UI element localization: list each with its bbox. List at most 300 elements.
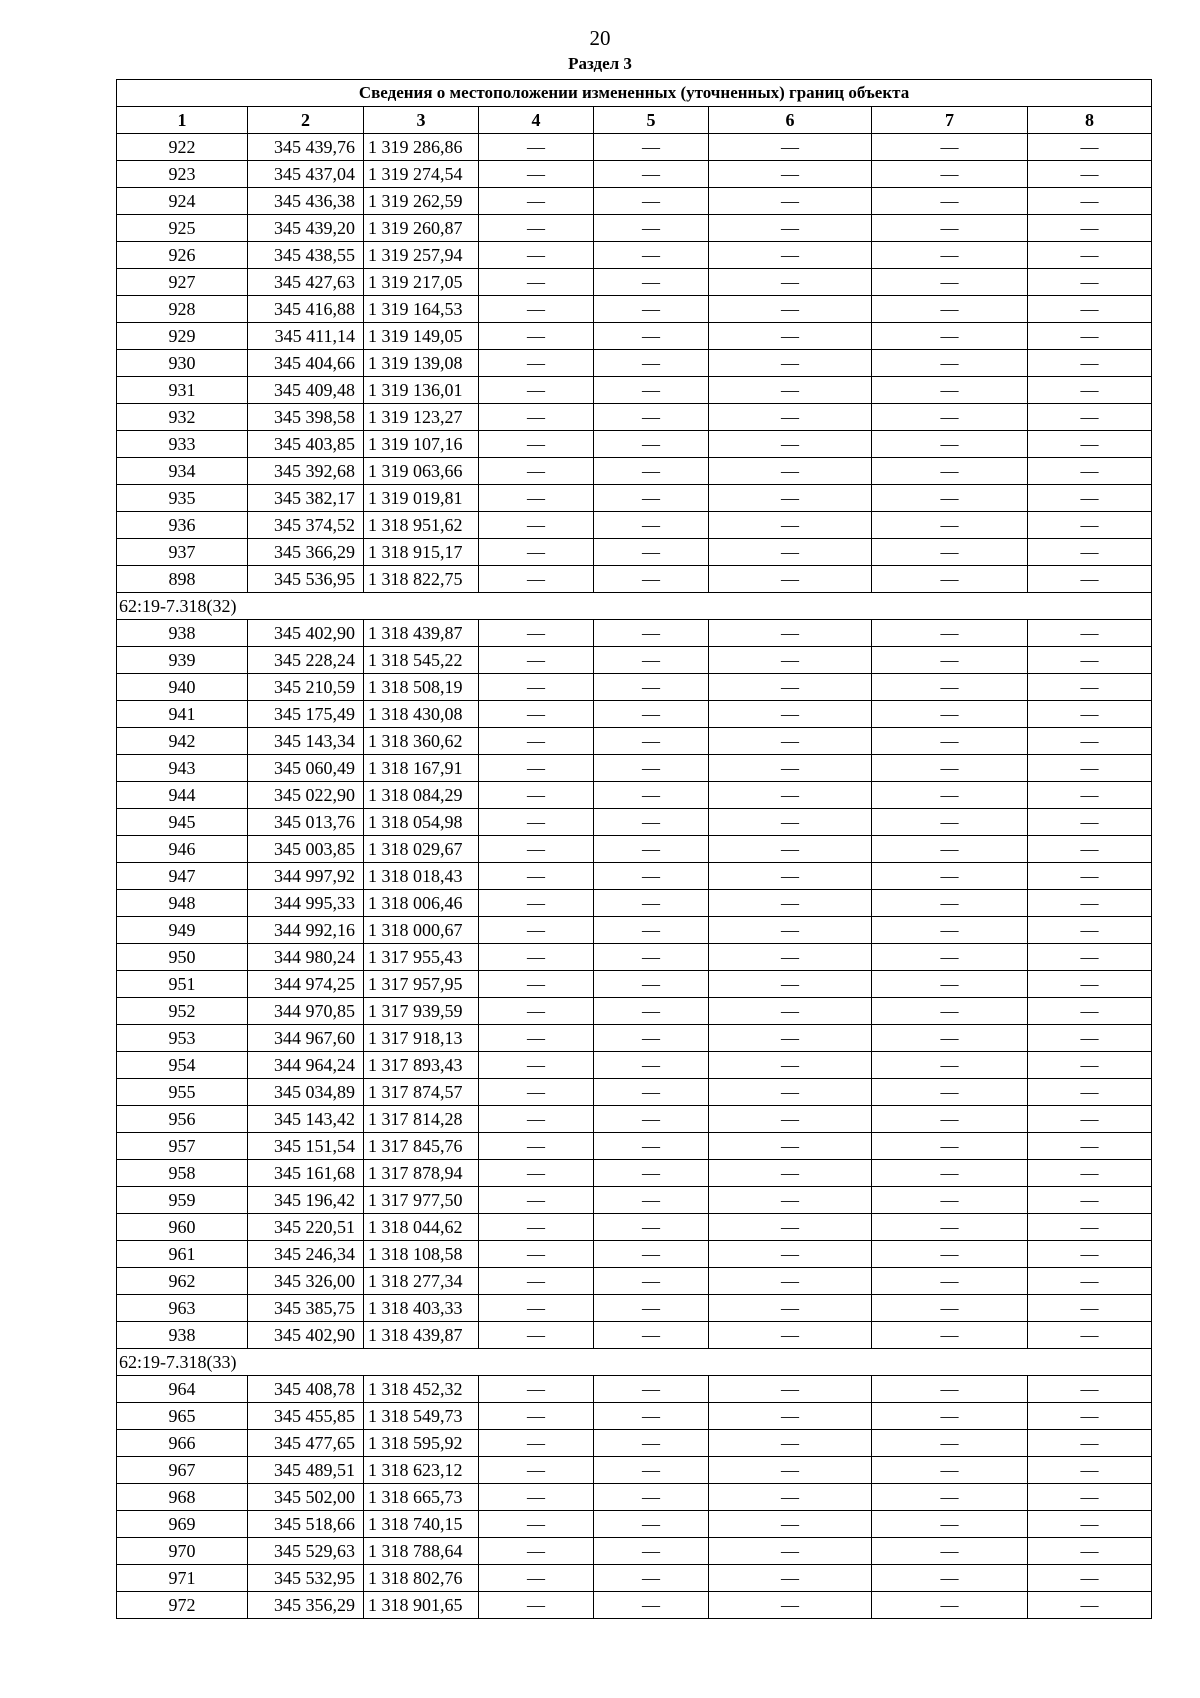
empty-value-cell: — — [594, 539, 709, 566]
empty-value-cell: — — [1028, 377, 1152, 404]
point-number-cell: 929 — [117, 323, 248, 350]
empty-value-cell: — — [1028, 782, 1152, 809]
table-row — [117, 1106, 1152, 1133]
coordinate-y-cell: 1 319 286,86 — [364, 134, 479, 161]
empty-value-cell: — — [709, 161, 872, 188]
coordinate-x-cell: 345 013,76 — [248, 809, 364, 836]
empty-value-cell: — — [1028, 161, 1152, 188]
empty-value-cell: — — [709, 1322, 872, 1349]
empty-value-cell: — — [594, 1484, 709, 1511]
empty-value-cell: — — [594, 728, 709, 755]
coordinate-x-cell: 345 196,42 — [248, 1187, 364, 1214]
empty-value-cell: — — [872, 1241, 1028, 1268]
empty-value-cell: — — [1028, 701, 1152, 728]
table-row — [117, 1187, 1152, 1214]
point-number-cell: 935 — [117, 485, 248, 512]
empty-value-cell: — — [872, 1403, 1028, 1430]
empty-value-cell: — — [872, 755, 1028, 782]
empty-value-cell: — — [1028, 647, 1152, 674]
empty-value-cell: — — [709, 863, 872, 890]
coordinate-x-cell: 345 502,00 — [248, 1484, 364, 1511]
empty-value-cell: — — [479, 701, 594, 728]
empty-value-cell: — — [594, 1106, 709, 1133]
empty-value-cell: — — [872, 1295, 1028, 1322]
coordinate-x-cell: 345 403,85 — [248, 431, 364, 458]
coordinate-y-cell: 1 317 918,13 — [364, 1025, 479, 1052]
coordinate-y-cell: 1 318 901,65 — [364, 1592, 479, 1619]
empty-value-cell: — — [872, 161, 1028, 188]
coordinate-y-cell: 1 318 006,46 — [364, 890, 479, 917]
empty-value-cell: — — [872, 836, 1028, 863]
empty-value-cell: — — [872, 269, 1028, 296]
empty-value-cell: — — [709, 296, 872, 323]
empty-value-cell: — — [1028, 1403, 1152, 1430]
empty-value-cell: — — [709, 998, 872, 1025]
empty-value-cell: — — [594, 1079, 709, 1106]
empty-value-cell: — — [594, 242, 709, 269]
coordinate-x-cell: 345 143,42 — [248, 1106, 364, 1133]
empty-value-cell: — — [872, 1511, 1028, 1538]
point-number-cell: 926 — [117, 242, 248, 269]
empty-value-cell: — — [594, 1511, 709, 1538]
coordinate-x-cell: 344 967,60 — [248, 1025, 364, 1052]
empty-value-cell: — — [709, 1295, 872, 1322]
empty-value-cell: — — [594, 1025, 709, 1052]
empty-value-cell: — — [709, 1025, 872, 1052]
empty-value-cell: — — [709, 755, 872, 782]
empty-value-cell: — — [709, 944, 872, 971]
empty-value-cell: — — [872, 539, 1028, 566]
coordinate-y-cell: 1 318 549,73 — [364, 1403, 479, 1430]
table-row — [117, 458, 1152, 485]
empty-value-cell: — — [872, 1565, 1028, 1592]
empty-value-cell: — — [479, 1565, 594, 1592]
empty-value-cell: — — [594, 701, 709, 728]
table-row — [117, 1565, 1152, 1592]
empty-value-cell: — — [479, 755, 594, 782]
empty-value-cell: — — [479, 404, 594, 431]
empty-value-cell: — — [479, 1268, 594, 1295]
empty-value-cell: — — [709, 1133, 872, 1160]
empty-value-cell: — — [594, 755, 709, 782]
coordinate-x-cell: 345 143,34 — [248, 728, 364, 755]
coordinate-x-cell: 345 161,68 — [248, 1160, 364, 1187]
coordinate-x-cell: 345 034,89 — [248, 1079, 364, 1106]
empty-value-cell: — — [872, 242, 1028, 269]
cadastral-group-label: 62:19-7.318(32) — [117, 593, 1152, 620]
coordinate-x-cell: 345 489,51 — [248, 1457, 364, 1484]
empty-value-cell: — — [594, 647, 709, 674]
coordinate-x-cell: 345 416,88 — [248, 296, 364, 323]
point-number-cell: 948 — [117, 890, 248, 917]
coordinate-x-cell: 345 411,14 — [248, 323, 364, 350]
empty-value-cell: — — [594, 998, 709, 1025]
empty-value-cell: — — [709, 1376, 872, 1403]
empty-value-cell: — — [594, 1430, 709, 1457]
empty-value-cell: — — [872, 1430, 1028, 1457]
empty-value-cell: — — [594, 1241, 709, 1268]
table-row — [117, 755, 1152, 782]
empty-value-cell: — — [1028, 458, 1152, 485]
empty-value-cell: — — [872, 431, 1028, 458]
empty-value-cell: — — [594, 1160, 709, 1187]
point-number-cell: 898 — [117, 566, 248, 593]
table-body — [117, 134, 1152, 1619]
point-number-cell: 942 — [117, 728, 248, 755]
empty-value-cell: — — [479, 728, 594, 755]
empty-value-cell: — — [709, 215, 872, 242]
empty-value-cell: — — [872, 1079, 1028, 1106]
empty-value-cell: — — [1028, 404, 1152, 431]
coordinate-x-cell: 345 220,51 — [248, 1214, 364, 1241]
empty-value-cell: — — [1028, 1322, 1152, 1349]
table-row — [117, 1295, 1152, 1322]
point-number-cell: 964 — [117, 1376, 248, 1403]
table-row — [117, 566, 1152, 593]
coordinate-x-cell: 345 326,00 — [248, 1268, 364, 1295]
coordinate-y-cell: 1 317 878,94 — [364, 1160, 479, 1187]
coordinate-y-cell: 1 319 274,54 — [364, 161, 479, 188]
coordinate-x-cell: 345 175,49 — [248, 701, 364, 728]
empty-value-cell: — — [479, 1430, 594, 1457]
empty-value-cell: — — [872, 890, 1028, 917]
group-header-row — [117, 1349, 1152, 1376]
empty-value-cell: — — [479, 485, 594, 512]
empty-value-cell: — — [709, 1430, 872, 1457]
point-number-cell: 972 — [117, 1592, 248, 1619]
empty-value-cell: — — [1028, 431, 1152, 458]
point-number-cell: 932 — [117, 404, 248, 431]
table-row — [117, 1322, 1152, 1349]
coordinate-y-cell: 1 318 951,62 — [364, 512, 479, 539]
coordinate-x-cell: 345 436,38 — [248, 188, 364, 215]
table-row — [117, 242, 1152, 269]
coordinate-x-cell: 345 022,90 — [248, 782, 364, 809]
empty-value-cell: — — [594, 1403, 709, 1430]
empty-value-cell: — — [1028, 323, 1152, 350]
coordinate-y-cell: 1 318 439,87 — [364, 1322, 479, 1349]
coordinate-x-cell: 345 374,52 — [248, 512, 364, 539]
empty-value-cell: — — [1028, 836, 1152, 863]
empty-value-cell: — — [709, 188, 872, 215]
coordinate-y-cell: 1 317 845,76 — [364, 1133, 479, 1160]
empty-value-cell: — — [479, 188, 594, 215]
empty-value-cell: — — [1028, 620, 1152, 647]
empty-value-cell: — — [594, 917, 709, 944]
coordinate-y-cell: 1 318 623,12 — [364, 1457, 479, 1484]
column-number: 3 — [364, 107, 479, 134]
point-number-cell: 939 — [117, 647, 248, 674]
empty-value-cell: — — [1028, 134, 1152, 161]
empty-value-cell: — — [709, 728, 872, 755]
table-row — [117, 1160, 1152, 1187]
empty-value-cell: — — [709, 1214, 872, 1241]
point-number-cell: 941 — [117, 701, 248, 728]
empty-value-cell: — — [872, 350, 1028, 377]
coordinate-y-cell: 1 318 802,76 — [364, 1565, 479, 1592]
empty-value-cell: — — [872, 1538, 1028, 1565]
point-number-cell: 954 — [117, 1052, 248, 1079]
coordinate-y-cell: 1 319 063,66 — [364, 458, 479, 485]
empty-value-cell: — — [709, 1457, 872, 1484]
empty-value-cell: — — [872, 809, 1028, 836]
coordinate-x-cell: 345 427,63 — [248, 269, 364, 296]
empty-value-cell: — — [872, 1052, 1028, 1079]
empty-value-cell: — — [594, 674, 709, 701]
empty-value-cell: — — [479, 215, 594, 242]
empty-value-cell: — — [872, 1214, 1028, 1241]
empty-value-cell: — — [1028, 1538, 1152, 1565]
empty-value-cell: — — [709, 269, 872, 296]
empty-value-cell: — — [872, 863, 1028, 890]
coordinate-x-cell: 345 246,34 — [248, 1241, 364, 1268]
empty-value-cell: — — [1028, 1268, 1152, 1295]
empty-value-cell: — — [872, 1592, 1028, 1619]
coordinate-x-cell: 345 437,04 — [248, 161, 364, 188]
empty-value-cell: — — [872, 296, 1028, 323]
empty-value-cell: — — [594, 1268, 709, 1295]
empty-value-cell: — — [1028, 755, 1152, 782]
coordinate-y-cell: 1 318 084,29 — [364, 782, 479, 809]
empty-value-cell: — — [479, 620, 594, 647]
coordinate-y-cell: 1 319 262,59 — [364, 188, 479, 215]
point-number-cell: 961 — [117, 1241, 248, 1268]
empty-value-cell: — — [1028, 971, 1152, 998]
table-row — [117, 1403, 1152, 1430]
empty-value-cell: — — [872, 566, 1028, 593]
coordinate-x-cell: 344 992,16 — [248, 917, 364, 944]
empty-value-cell: — — [709, 431, 872, 458]
empty-value-cell: — — [872, 1160, 1028, 1187]
empty-value-cell: — — [479, 1052, 594, 1079]
empty-value-cell: — — [709, 701, 872, 728]
coordinate-y-cell: 1 318 595,92 — [364, 1430, 479, 1457]
empty-value-cell: — — [1028, 1295, 1152, 1322]
empty-value-cell: — — [594, 458, 709, 485]
empty-value-cell: — — [479, 539, 594, 566]
coordinate-y-cell: 1 319 107,16 — [364, 431, 479, 458]
empty-value-cell: — — [594, 485, 709, 512]
point-number-cell: 936 — [117, 512, 248, 539]
table-row — [117, 539, 1152, 566]
point-number-cell: 958 — [117, 1160, 248, 1187]
point-number-cell: 934 — [117, 458, 248, 485]
empty-value-cell: — — [479, 998, 594, 1025]
empty-value-cell: — — [479, 1079, 594, 1106]
coordinate-x-cell: 345 518,66 — [248, 1511, 364, 1538]
point-number-cell: 953 — [117, 1025, 248, 1052]
coordinate-x-cell: 345 003,85 — [248, 836, 364, 863]
empty-value-cell: — — [479, 431, 594, 458]
point-number-cell: 925 — [117, 215, 248, 242]
empty-value-cell: — — [709, 620, 872, 647]
table-row — [117, 917, 1152, 944]
table-row — [117, 377, 1152, 404]
table-row — [117, 404, 1152, 431]
empty-value-cell: — — [479, 1376, 594, 1403]
empty-value-cell: — — [479, 1241, 594, 1268]
empty-value-cell: — — [872, 620, 1028, 647]
empty-value-cell: — — [709, 1538, 872, 1565]
table-caption: Сведения о местоположении измененных (уточненных) границ объекта — [117, 80, 1152, 107]
point-number-cell: 956 — [117, 1106, 248, 1133]
column-number: 4 — [479, 107, 594, 134]
empty-value-cell: — — [479, 296, 594, 323]
point-number-cell: 959 — [117, 1187, 248, 1214]
empty-value-cell: — — [709, 1511, 872, 1538]
table-row — [117, 1268, 1152, 1295]
empty-value-cell: — — [479, 1457, 594, 1484]
table-row — [117, 1133, 1152, 1160]
empty-value-cell: — — [1028, 998, 1152, 1025]
coordinate-x-cell: 345 356,29 — [248, 1592, 364, 1619]
empty-value-cell: — — [1028, 1484, 1152, 1511]
empty-value-cell: — — [479, 647, 594, 674]
point-number-cell: 922 — [117, 134, 248, 161]
column-number: 5 — [594, 107, 709, 134]
empty-value-cell: — — [479, 1538, 594, 1565]
empty-value-cell: — — [594, 431, 709, 458]
point-number-cell: 933 — [117, 431, 248, 458]
empty-value-cell: — — [709, 971, 872, 998]
empty-value-cell: — — [479, 971, 594, 998]
table-row — [117, 296, 1152, 323]
empty-value-cell: — — [709, 1187, 872, 1214]
point-number-cell: 938 — [117, 1322, 248, 1349]
empty-value-cell: — — [872, 1457, 1028, 1484]
empty-value-cell: — — [1028, 512, 1152, 539]
coordinate-x-cell: 345 382,17 — [248, 485, 364, 512]
point-number-cell: 946 — [117, 836, 248, 863]
table-row — [117, 1376, 1152, 1403]
coordinate-y-cell: 1 317 977,50 — [364, 1187, 479, 1214]
table-row — [117, 620, 1152, 647]
column-number: 6 — [709, 107, 872, 134]
point-number-cell: 943 — [117, 755, 248, 782]
point-number-cell: 924 — [117, 188, 248, 215]
coordinate-x-cell: 345 398,58 — [248, 404, 364, 431]
empty-value-cell: — — [709, 134, 872, 161]
empty-value-cell: — — [709, 404, 872, 431]
empty-value-cell: — — [594, 782, 709, 809]
coordinate-x-cell: 345 532,95 — [248, 1565, 364, 1592]
column-number: 1 — [117, 107, 248, 134]
point-number-cell: 960 — [117, 1214, 248, 1241]
point-number-cell: 963 — [117, 1295, 248, 1322]
empty-value-cell: — — [872, 701, 1028, 728]
point-number-cell: 923 — [117, 161, 248, 188]
column-number: 7 — [872, 107, 1028, 134]
empty-value-cell: — — [1028, 1025, 1152, 1052]
coordinate-x-cell: 345 392,68 — [248, 458, 364, 485]
empty-value-cell: — — [594, 188, 709, 215]
empty-value-cell: — — [1028, 1052, 1152, 1079]
coordinate-x-cell: 344 974,25 — [248, 971, 364, 998]
empty-value-cell: — — [872, 917, 1028, 944]
empty-value-cell: — — [594, 350, 709, 377]
empty-value-cell: — — [594, 971, 709, 998]
empty-value-cell: — — [479, 161, 594, 188]
coordinate-x-cell: 344 964,24 — [248, 1052, 364, 1079]
point-number-cell: 969 — [117, 1511, 248, 1538]
empty-value-cell: — — [594, 836, 709, 863]
empty-value-cell: — — [872, 1187, 1028, 1214]
empty-value-cell: — — [479, 1187, 594, 1214]
table-row — [117, 647, 1152, 674]
empty-value-cell: — — [709, 917, 872, 944]
empty-value-cell: — — [709, 1106, 872, 1133]
point-number-cell: 949 — [117, 917, 248, 944]
coordinate-y-cell: 1 319 260,87 — [364, 215, 479, 242]
empty-value-cell: — — [594, 863, 709, 890]
coordinate-x-cell: 345 228,24 — [248, 647, 364, 674]
table-row — [117, 161, 1152, 188]
empty-value-cell: — — [1028, 1187, 1152, 1214]
empty-value-cell: — — [594, 809, 709, 836]
column-number: 2 — [248, 107, 364, 134]
empty-value-cell: — — [479, 944, 594, 971]
empty-value-cell: — — [479, 134, 594, 161]
empty-value-cell: — — [709, 242, 872, 269]
coordinate-y-cell: 1 317 939,59 — [364, 998, 479, 1025]
table-row — [117, 269, 1152, 296]
empty-value-cell: — — [1028, 1160, 1152, 1187]
coordinate-y-cell: 1 318 665,73 — [364, 1484, 479, 1511]
table-row — [117, 1457, 1152, 1484]
empty-value-cell: — — [479, 1214, 594, 1241]
empty-value-cell: — — [479, 782, 594, 809]
empty-value-cell: — — [872, 323, 1028, 350]
point-number-cell: 947 — [117, 863, 248, 890]
coordinate-x-cell: 345 402,90 — [248, 620, 364, 647]
empty-value-cell: — — [872, 215, 1028, 242]
coordinate-x-cell: 345 385,75 — [248, 1295, 364, 1322]
point-number-cell: 962 — [117, 1268, 248, 1295]
coordinate-y-cell: 1 319 257,94 — [364, 242, 479, 269]
empty-value-cell: — — [479, 917, 594, 944]
coordinate-y-cell: 1 318 277,34 — [364, 1268, 479, 1295]
empty-value-cell: — — [709, 809, 872, 836]
empty-value-cell: — — [1028, 1214, 1152, 1241]
coordinate-y-cell: 1 318 740,15 — [364, 1511, 479, 1538]
point-number-cell: 966 — [117, 1430, 248, 1457]
empty-value-cell: — — [872, 1133, 1028, 1160]
table-row — [117, 1511, 1152, 1538]
table-row — [117, 944, 1152, 971]
coordinate-x-cell: 345 060,49 — [248, 755, 364, 782]
empty-value-cell: — — [872, 728, 1028, 755]
coordinate-x-cell: 345 439,20 — [248, 215, 364, 242]
table-row — [117, 998, 1152, 1025]
empty-value-cell: — — [1028, 1376, 1152, 1403]
coordinate-y-cell: 1 318 000,67 — [364, 917, 479, 944]
empty-value-cell: — — [594, 566, 709, 593]
coordinate-y-cell: 1 317 957,95 — [364, 971, 479, 998]
empty-value-cell: — — [709, 836, 872, 863]
empty-value-cell: — — [479, 1484, 594, 1511]
empty-value-cell: — — [594, 161, 709, 188]
empty-value-cell: — — [594, 890, 709, 917]
table-row — [117, 890, 1152, 917]
empty-value-cell: — — [594, 1133, 709, 1160]
empty-value-cell: — — [709, 566, 872, 593]
coordinate-y-cell: 1 319 217,05 — [364, 269, 479, 296]
empty-value-cell: — — [594, 1052, 709, 1079]
empty-value-cell: — — [594, 377, 709, 404]
empty-value-cell: — — [1028, 242, 1152, 269]
coordinate-y-cell: 1 317 955,43 — [364, 944, 479, 971]
empty-value-cell: — — [709, 323, 872, 350]
